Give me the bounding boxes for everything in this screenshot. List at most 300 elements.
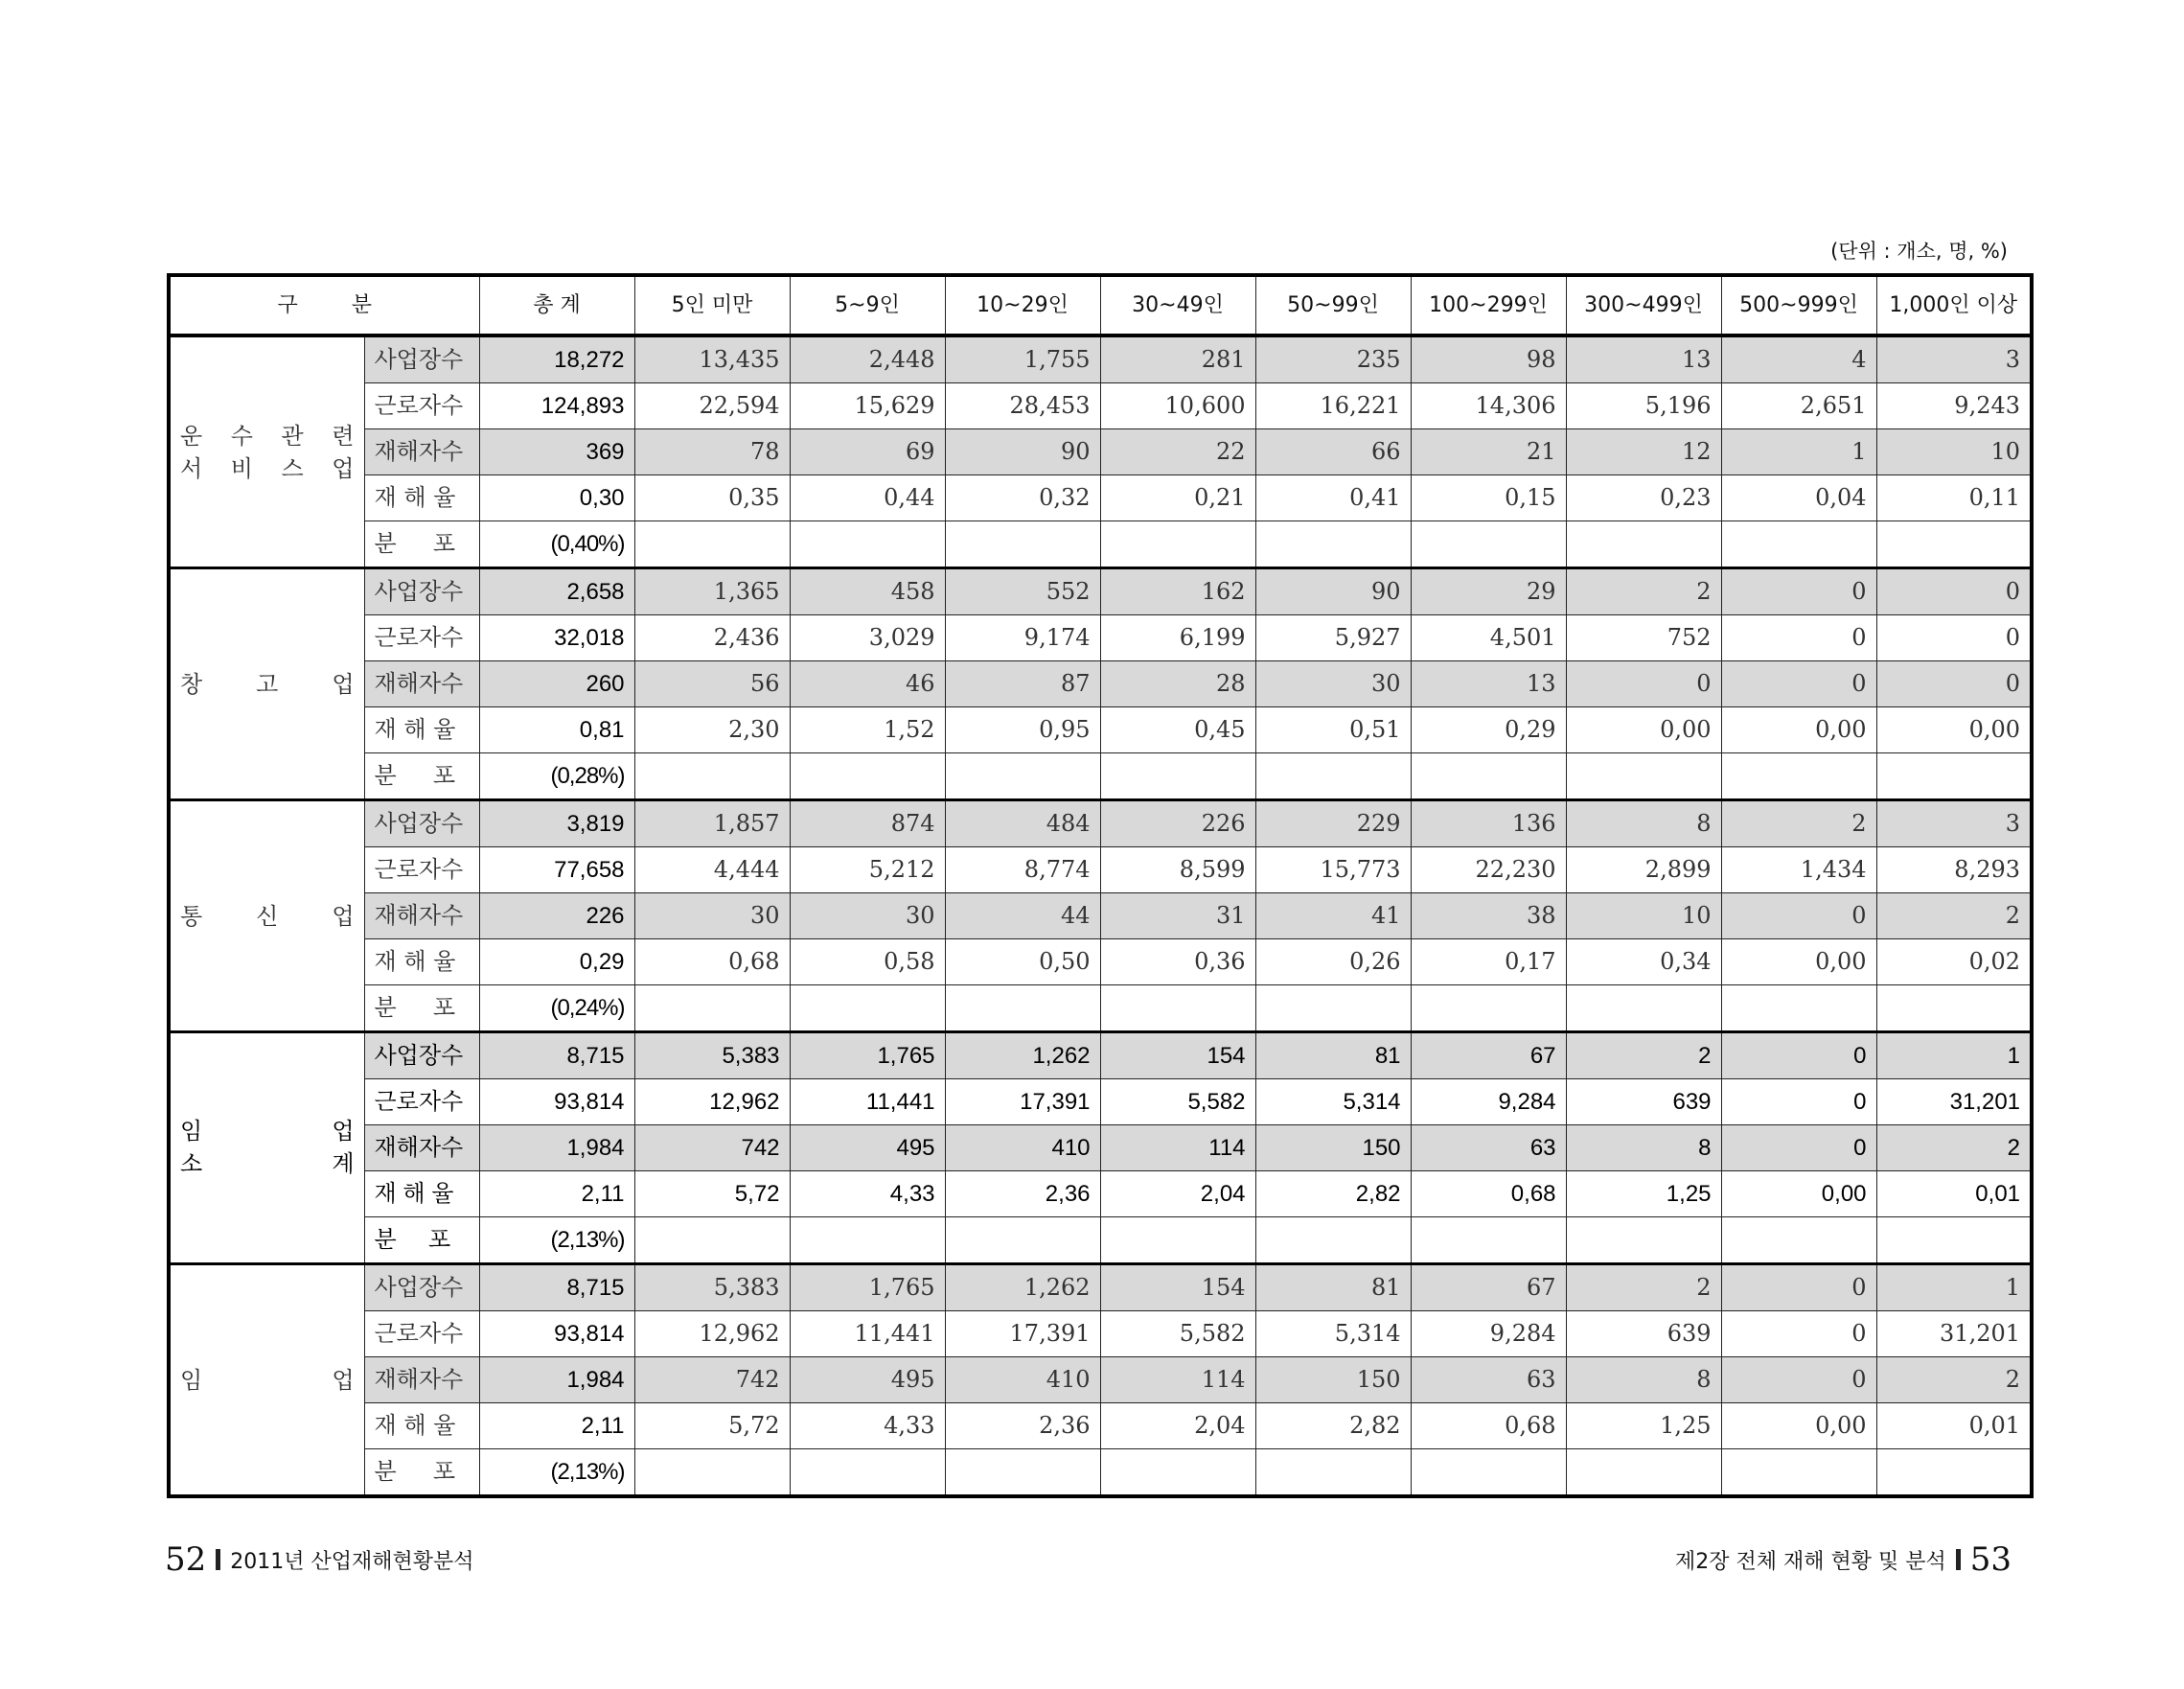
- value-cell: 12,962: [634, 1079, 790, 1125]
- value-cell: 10: [1876, 429, 2032, 475]
- footer-left: [165, 1540, 474, 1579]
- total-cell: 2,658: [479, 568, 634, 615]
- value-cell: 87: [945, 661, 1100, 707]
- value-cell: 67: [1411, 1032, 1566, 1079]
- value-cell: 2,651: [1721, 383, 1876, 429]
- header-col: 50~99인: [1255, 275, 1411, 335]
- value-cell: 8: [1566, 1357, 1721, 1403]
- value-cell: 1,365: [634, 568, 790, 615]
- value-cell: 4,33: [790, 1403, 945, 1449]
- group-name-char: 신: [256, 902, 279, 930]
- value-cell: 0,00: [1721, 939, 1876, 985]
- group-name: [169, 1032, 364, 1264]
- value-cell: 0,00: [1721, 1171, 1876, 1217]
- group-name-char: 련: [332, 422, 355, 450]
- row-label: 재해자수: [364, 1357, 479, 1403]
- value-cell: 30: [1255, 661, 1411, 707]
- value-cell: 0,32: [945, 475, 1100, 521]
- value-cell: 41: [1255, 893, 1411, 939]
- table-row: [169, 1264, 2032, 1311]
- value-cell: 0,41: [1255, 475, 1411, 521]
- row-label: 사업장수: [364, 800, 479, 847]
- value-cell: [1876, 521, 2032, 568]
- value-cell: 0: [1876, 661, 2032, 707]
- group-name-char: 서: [180, 454, 203, 482]
- value-cell: 410: [945, 1357, 1100, 1403]
- group-name-char: 업: [332, 670, 355, 698]
- value-cell: 44: [945, 893, 1100, 939]
- value-cell: 8: [1566, 1125, 1721, 1171]
- table-row: [169, 383, 2032, 429]
- value-cell: [634, 1449, 790, 1497]
- value-cell: 235: [1255, 335, 1411, 383]
- table-row: [169, 707, 2032, 753]
- table-row: [169, 800, 2032, 847]
- footer-bar: [216, 1549, 220, 1570]
- value-cell: 150: [1255, 1125, 1411, 1171]
- value-cell: 2,448: [790, 335, 945, 383]
- value-cell: 639: [1566, 1311, 1721, 1357]
- row-label: 재 해 율: [364, 1171, 479, 1217]
- value-cell: 0: [1721, 661, 1876, 707]
- total-cell: 1,984: [479, 1125, 634, 1171]
- value-cell: [1876, 1449, 2032, 1497]
- table-row: [169, 661, 2032, 707]
- row-label: 사업장수: [364, 1032, 479, 1079]
- value-cell: 0: [1721, 568, 1876, 615]
- value-cell: 2,899: [1566, 847, 1721, 893]
- value-cell: [1876, 985, 2032, 1032]
- value-cell: [634, 521, 790, 568]
- total-cell: (0,24%): [479, 985, 634, 1032]
- value-cell: 11,441: [790, 1311, 945, 1357]
- value-cell: 3: [1876, 335, 2032, 383]
- value-cell: [945, 1217, 1100, 1264]
- value-cell: 114: [1100, 1357, 1255, 1403]
- value-cell: 0,51: [1255, 707, 1411, 753]
- group-name-char: 계: [332, 1150, 355, 1177]
- value-cell: 0,36: [1100, 939, 1255, 985]
- value-cell: 162: [1100, 568, 1255, 615]
- value-cell: 30: [634, 893, 790, 939]
- row-label: 근로자수: [364, 383, 479, 429]
- group-name-char: 업: [332, 902, 355, 930]
- total-cell: 369: [479, 429, 634, 475]
- value-cell: 0: [1721, 1357, 1876, 1403]
- value-cell: 9,243: [1876, 383, 2032, 429]
- value-cell: [1411, 753, 1566, 800]
- value-cell: [1876, 753, 2032, 800]
- value-cell: [945, 1449, 1100, 1497]
- value-cell: 1,765: [790, 1032, 945, 1079]
- value-cell: [790, 1217, 945, 1264]
- value-cell: 2: [1876, 893, 2032, 939]
- value-cell: 9,174: [945, 615, 1100, 661]
- value-cell: 0,26: [1255, 939, 1411, 985]
- value-cell: 2: [1566, 1032, 1721, 1079]
- header-col: 1,000인 이상: [1876, 275, 2032, 335]
- group-name-char: 임: [180, 1118, 203, 1145]
- value-cell: 29: [1411, 568, 1566, 615]
- page-number-left: 52: [165, 1540, 207, 1579]
- value-cell: 2: [1876, 1125, 2032, 1171]
- value-cell: 13: [1566, 335, 1721, 383]
- value-cell: 1,857: [634, 800, 790, 847]
- value-cell: 98: [1411, 335, 1566, 383]
- value-cell: 2,36: [945, 1403, 1100, 1449]
- value-cell: 2,04: [1100, 1403, 1255, 1449]
- value-cell: 0,68: [634, 939, 790, 985]
- total-cell: 124,893: [479, 383, 634, 429]
- total-cell: (0,28%): [479, 753, 634, 800]
- value-cell: 9,284: [1411, 1311, 1566, 1357]
- total-cell: 93,814: [479, 1079, 634, 1125]
- row-label: 분 포: [364, 985, 479, 1032]
- value-cell: 1: [1876, 1032, 2032, 1079]
- table-row: [169, 429, 2032, 475]
- row-label: 사업장수: [364, 335, 479, 383]
- page-number-right: 53: [1969, 1540, 2012, 1579]
- value-cell: 81: [1255, 1032, 1411, 1079]
- value-cell: [790, 521, 945, 568]
- value-cell: 0: [1721, 1125, 1876, 1171]
- table-row: [169, 475, 2032, 521]
- value-cell: 154: [1100, 1032, 1255, 1079]
- value-cell: 281: [1100, 335, 1255, 383]
- value-cell: 0,44: [790, 475, 945, 521]
- value-cell: 0,29: [1411, 707, 1566, 753]
- group-name: [169, 1264, 364, 1497]
- value-cell: 78: [634, 429, 790, 475]
- value-cell: 2: [1566, 568, 1721, 615]
- header-col: 5인 미만: [634, 275, 790, 335]
- total-cell: 2,11: [479, 1403, 634, 1449]
- value-cell: 28: [1100, 661, 1255, 707]
- value-cell: [1566, 753, 1721, 800]
- value-cell: 2: [1721, 800, 1876, 847]
- value-cell: [1721, 1449, 1876, 1497]
- table-row: [169, 847, 2032, 893]
- total-cell: 3,819: [479, 800, 634, 847]
- value-cell: 0: [1721, 615, 1876, 661]
- value-cell: 1,765: [790, 1264, 945, 1311]
- value-cell: 5,582: [1100, 1311, 1255, 1357]
- value-cell: 38: [1411, 893, 1566, 939]
- group-name: [169, 800, 364, 1032]
- value-cell: 114: [1100, 1125, 1255, 1171]
- header-total: 총 계: [479, 275, 634, 335]
- table-row: [169, 1403, 2032, 1449]
- row-label: 재 해 율: [364, 1403, 479, 1449]
- value-cell: 63: [1411, 1125, 1566, 1171]
- value-cell: 31: [1100, 893, 1255, 939]
- value-cell: 13,435: [634, 335, 790, 383]
- value-cell: 1: [1721, 429, 1876, 475]
- unit-note: (단위 : 개소, 명, %): [1830, 240, 2008, 263]
- value-cell: 30: [790, 893, 945, 939]
- value-cell: [1411, 1449, 1566, 1497]
- value-cell: [1100, 1449, 1255, 1497]
- value-cell: 1: [1876, 1264, 2032, 1311]
- table-header-row: [169, 275, 2032, 335]
- total-cell: 226: [479, 893, 634, 939]
- table-row: [169, 521, 2032, 568]
- value-cell: [1255, 985, 1411, 1032]
- value-cell: 69: [790, 429, 945, 475]
- value-cell: 5,314: [1255, 1079, 1411, 1125]
- row-label: 재해자수: [364, 1125, 479, 1171]
- value-cell: [634, 753, 790, 800]
- value-cell: 8,599: [1100, 847, 1255, 893]
- value-cell: 12,962: [634, 1311, 790, 1357]
- value-cell: [1255, 1217, 1411, 1264]
- group-name-char: 스: [281, 454, 304, 482]
- value-cell: 56: [634, 661, 790, 707]
- value-cell: [1100, 521, 1255, 568]
- value-cell: 16,221: [1255, 383, 1411, 429]
- table-body: [169, 335, 2032, 1496]
- value-cell: 0,01: [1876, 1403, 2032, 1449]
- value-cell: [634, 1217, 790, 1264]
- table-row: [169, 1217, 2032, 1264]
- value-cell: [1411, 985, 1566, 1032]
- value-cell: 81: [1255, 1264, 1411, 1311]
- value-cell: 3,029: [790, 615, 945, 661]
- value-cell: 410: [945, 1125, 1100, 1171]
- value-cell: 15,773: [1255, 847, 1411, 893]
- value-cell: [634, 985, 790, 1032]
- value-cell: 5,582: [1100, 1079, 1255, 1125]
- value-cell: [945, 985, 1100, 1032]
- value-cell: 552: [945, 568, 1100, 615]
- total-cell: 93,814: [479, 1311, 634, 1357]
- total-cell: 77,658: [479, 847, 634, 893]
- value-cell: [1100, 985, 1255, 1032]
- value-cell: 0: [1721, 1264, 1876, 1311]
- row-label: 재 해 율: [364, 939, 479, 985]
- table-row: [169, 568, 2032, 615]
- row-label: 분 포: [364, 521, 479, 568]
- table-row: [169, 1357, 2032, 1403]
- value-cell: [1566, 1217, 1721, 1264]
- value-cell: 2,04: [1100, 1171, 1255, 1217]
- row-label: 재 해 율: [364, 707, 479, 753]
- value-cell: 1,262: [945, 1032, 1100, 1079]
- table-row: [169, 335, 2032, 383]
- value-cell: [1566, 521, 1721, 568]
- value-cell: 5,196: [1566, 383, 1721, 429]
- value-cell: [1566, 985, 1721, 1032]
- value-cell: 4,33: [790, 1171, 945, 1217]
- total-cell: 2,11: [479, 1171, 634, 1217]
- table-row: [169, 1125, 2032, 1171]
- value-cell: 46: [790, 661, 945, 707]
- value-cell: [1721, 753, 1876, 800]
- value-cell: 1,262: [945, 1264, 1100, 1311]
- total-cell: 0,81: [479, 707, 634, 753]
- value-cell: 13: [1411, 661, 1566, 707]
- value-cell: 11,441: [790, 1079, 945, 1125]
- value-cell: 31,201: [1876, 1079, 2032, 1125]
- value-cell: 2,436: [634, 615, 790, 661]
- header-category: 구 분: [169, 275, 479, 335]
- total-cell: 8,715: [479, 1032, 634, 1079]
- value-cell: 5,383: [634, 1032, 790, 1079]
- value-cell: 22: [1100, 429, 1255, 475]
- value-cell: 4,444: [634, 847, 790, 893]
- footer-right: [1675, 1540, 2012, 1579]
- value-cell: 90: [945, 429, 1100, 475]
- value-cell: 1,755: [945, 335, 1100, 383]
- value-cell: 10: [1566, 893, 1721, 939]
- value-cell: 10,600: [1100, 383, 1255, 429]
- value-cell: 21: [1411, 429, 1566, 475]
- value-cell: 2: [1566, 1264, 1721, 1311]
- value-cell: [1721, 521, 1876, 568]
- value-cell: [790, 1449, 945, 1497]
- value-cell: 5,72: [634, 1403, 790, 1449]
- value-cell: 0,04: [1721, 475, 1876, 521]
- value-cell: 0,21: [1100, 475, 1255, 521]
- value-cell: 458: [790, 568, 945, 615]
- total-cell: 32,018: [479, 615, 634, 661]
- value-cell: 874: [790, 800, 945, 847]
- total-cell: 0,29: [479, 939, 634, 985]
- value-cell: 639: [1566, 1079, 1721, 1125]
- group-name: [169, 568, 364, 800]
- value-cell: [1721, 1217, 1876, 1264]
- value-cell: 0,02: [1876, 939, 2032, 985]
- group-name-char: 관: [281, 422, 304, 450]
- value-cell: 0,50: [945, 939, 1100, 985]
- row-label: 근로자수: [364, 1079, 479, 1125]
- value-cell: [1876, 1217, 2032, 1264]
- value-cell: 2: [1876, 1357, 2032, 1403]
- value-cell: 8: [1566, 800, 1721, 847]
- value-cell: 0,15: [1411, 475, 1566, 521]
- group-name-char: 비: [230, 454, 253, 482]
- total-cell: (0,40%): [479, 521, 634, 568]
- group-name-char: 업: [332, 1118, 355, 1145]
- value-cell: 31,201: [1876, 1311, 2032, 1357]
- value-cell: 2,36: [945, 1171, 1100, 1217]
- value-cell: 0,00: [1721, 1403, 1876, 1449]
- total-cell: 0,30: [479, 475, 634, 521]
- value-cell: 495: [790, 1125, 945, 1171]
- value-cell: 0,17: [1411, 939, 1566, 985]
- table-row: [169, 939, 2032, 985]
- value-cell: 22,230: [1411, 847, 1566, 893]
- table-row: [169, 1032, 2032, 1079]
- value-cell: 5,314: [1255, 1311, 1411, 1357]
- value-cell: 1,25: [1566, 1403, 1721, 1449]
- value-cell: [1100, 1217, 1255, 1264]
- table-row: [169, 985, 2032, 1032]
- header-col: 100~299인: [1411, 275, 1566, 335]
- value-cell: 63: [1411, 1357, 1566, 1403]
- row-label: 사업장수: [364, 1264, 479, 1311]
- total-cell: 260: [479, 661, 634, 707]
- value-cell: 0,95: [945, 707, 1100, 753]
- value-cell: [1100, 753, 1255, 800]
- value-cell: 752: [1566, 615, 1721, 661]
- value-cell: 90: [1255, 568, 1411, 615]
- value-cell: [1255, 1449, 1411, 1497]
- value-cell: 9,284: [1411, 1079, 1566, 1125]
- group-name-char: 운: [180, 422, 203, 450]
- row-label: 재해자수: [364, 661, 479, 707]
- value-cell: 28,453: [945, 383, 1100, 429]
- value-cell: 0,45: [1100, 707, 1255, 753]
- row-label: 분 포: [364, 1217, 479, 1264]
- value-cell: 0,34: [1566, 939, 1721, 985]
- value-cell: 0,35: [634, 475, 790, 521]
- row-label: 근로자수: [364, 615, 479, 661]
- value-cell: 8,774: [945, 847, 1100, 893]
- group-name-char: 수: [230, 422, 253, 450]
- value-cell: 6,199: [1100, 615, 1255, 661]
- footer-title-right: 제2장 전체 재해 현황 및 분석: [1674, 1549, 1946, 1574]
- row-label: 사업장수: [364, 568, 479, 615]
- value-cell: 5,212: [790, 847, 945, 893]
- value-cell: [1255, 521, 1411, 568]
- header-col: 5~9인: [790, 275, 945, 335]
- value-cell: 0,00: [1721, 707, 1876, 753]
- value-cell: 67: [1411, 1264, 1566, 1311]
- group-name-char: 고: [256, 670, 279, 698]
- value-cell: 66: [1255, 429, 1411, 475]
- value-cell: 0,68: [1411, 1171, 1566, 1217]
- value-cell: 1,434: [1721, 847, 1876, 893]
- table-row: [169, 1079, 2032, 1125]
- value-cell: 0,00: [1876, 707, 2032, 753]
- value-cell: 0: [1721, 1311, 1876, 1357]
- table-row: [169, 615, 2032, 661]
- value-cell: 0,23: [1566, 475, 1721, 521]
- value-cell: 0: [1566, 661, 1721, 707]
- table-row: [169, 893, 2032, 939]
- value-cell: 0: [1876, 615, 2032, 661]
- group-name-char: 통: [180, 902, 203, 930]
- value-cell: 0,01: [1876, 1171, 2032, 1217]
- total-cell: (2,13%): [479, 1449, 634, 1497]
- value-cell: [1255, 753, 1411, 800]
- row-label: 재해자수: [364, 893, 479, 939]
- value-cell: 0,00: [1566, 707, 1721, 753]
- value-cell: 0,68: [1411, 1403, 1566, 1449]
- header-col: 500~999인: [1721, 275, 1876, 335]
- header-col: 300~499인: [1566, 275, 1721, 335]
- group-name-char: 창: [180, 670, 203, 698]
- value-cell: 17,391: [945, 1311, 1100, 1357]
- value-cell: [945, 521, 1100, 568]
- value-cell: 5,383: [634, 1264, 790, 1311]
- footer-bar: [1956, 1549, 1961, 1570]
- header-col: 30~49인: [1100, 275, 1255, 335]
- value-cell: 4: [1721, 335, 1876, 383]
- total-cell: 8,715: [479, 1264, 634, 1311]
- group-name-char: 임: [180, 1366, 203, 1394]
- value-cell: [790, 985, 945, 1032]
- row-label: 재해자수: [364, 429, 479, 475]
- value-cell: 2,82: [1255, 1403, 1411, 1449]
- value-cell: 0: [1721, 893, 1876, 939]
- row-label: 근로자수: [364, 847, 479, 893]
- row-label: 근로자수: [364, 1311, 479, 1357]
- value-cell: 154: [1100, 1264, 1255, 1311]
- value-cell: [1411, 1217, 1566, 1264]
- value-cell: 226: [1100, 800, 1255, 847]
